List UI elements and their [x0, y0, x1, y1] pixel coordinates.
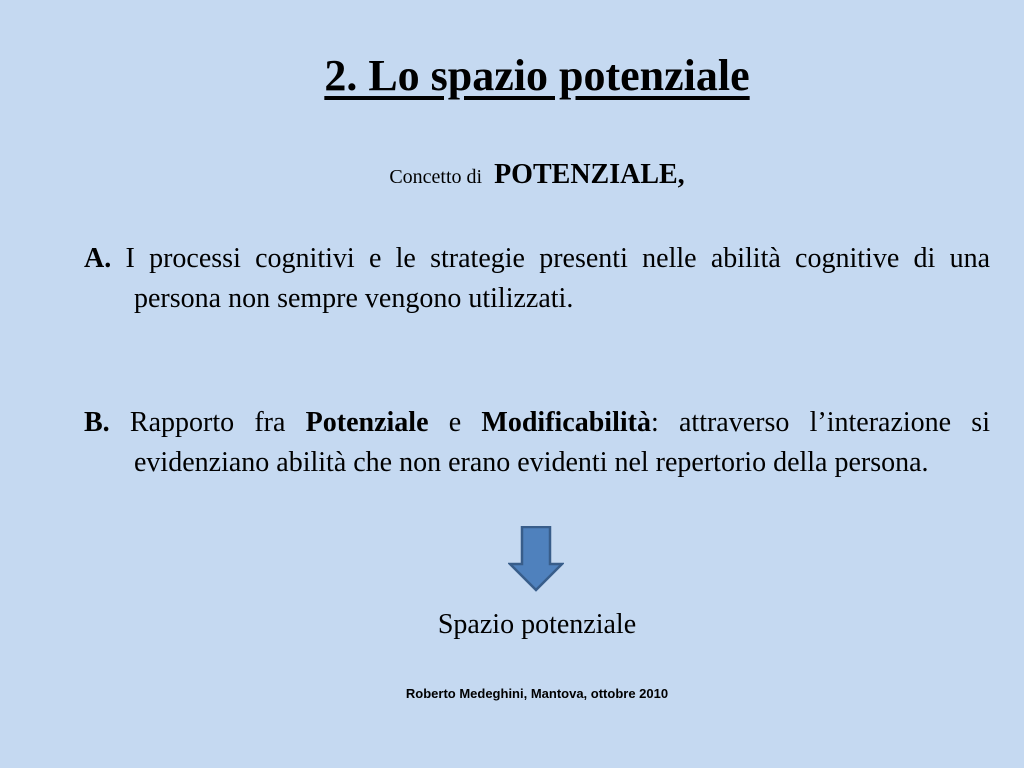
concept-prefix: Concetto di — [389, 166, 483, 188]
point-b-text-3: : attraverso l’interazione si evidenziano abilità che non erano evidenti nel repertorio della persona. — [134, 407, 990, 478]
point-a — [84, 239, 990, 319]
result-label: Spazio potenziale — [437, 609, 637, 640]
slide-title: 2. Lo spazio potenziale — [324, 51, 750, 100]
point-a-marker: A. — [84, 243, 112, 274]
point-b-marker: B. — [84, 407, 110, 438]
point-b-term-potenziale: Potenziale — [305, 407, 429, 438]
point-b-term-modificabilita: Modificabilità — [481, 407, 651, 438]
footer-credit: Roberto Medeghini, Mantova, ottobre 2010 — [405, 686, 669, 701]
point-b-text-2: e — [448, 407, 462, 438]
down-arrow-icon — [508, 526, 564, 592]
concept-line — [0, 158, 1024, 192]
concept-term: POTENZIALE, — [494, 159, 685, 190]
point-a-text: I processi cognitivi e le strategie presenti nelle abilità cognitive di una persona non sempre vengono utilizzati. — [125, 243, 990, 314]
point-b-text-1: Rapporto fra — [129, 407, 286, 438]
point-b — [84, 403, 990, 483]
